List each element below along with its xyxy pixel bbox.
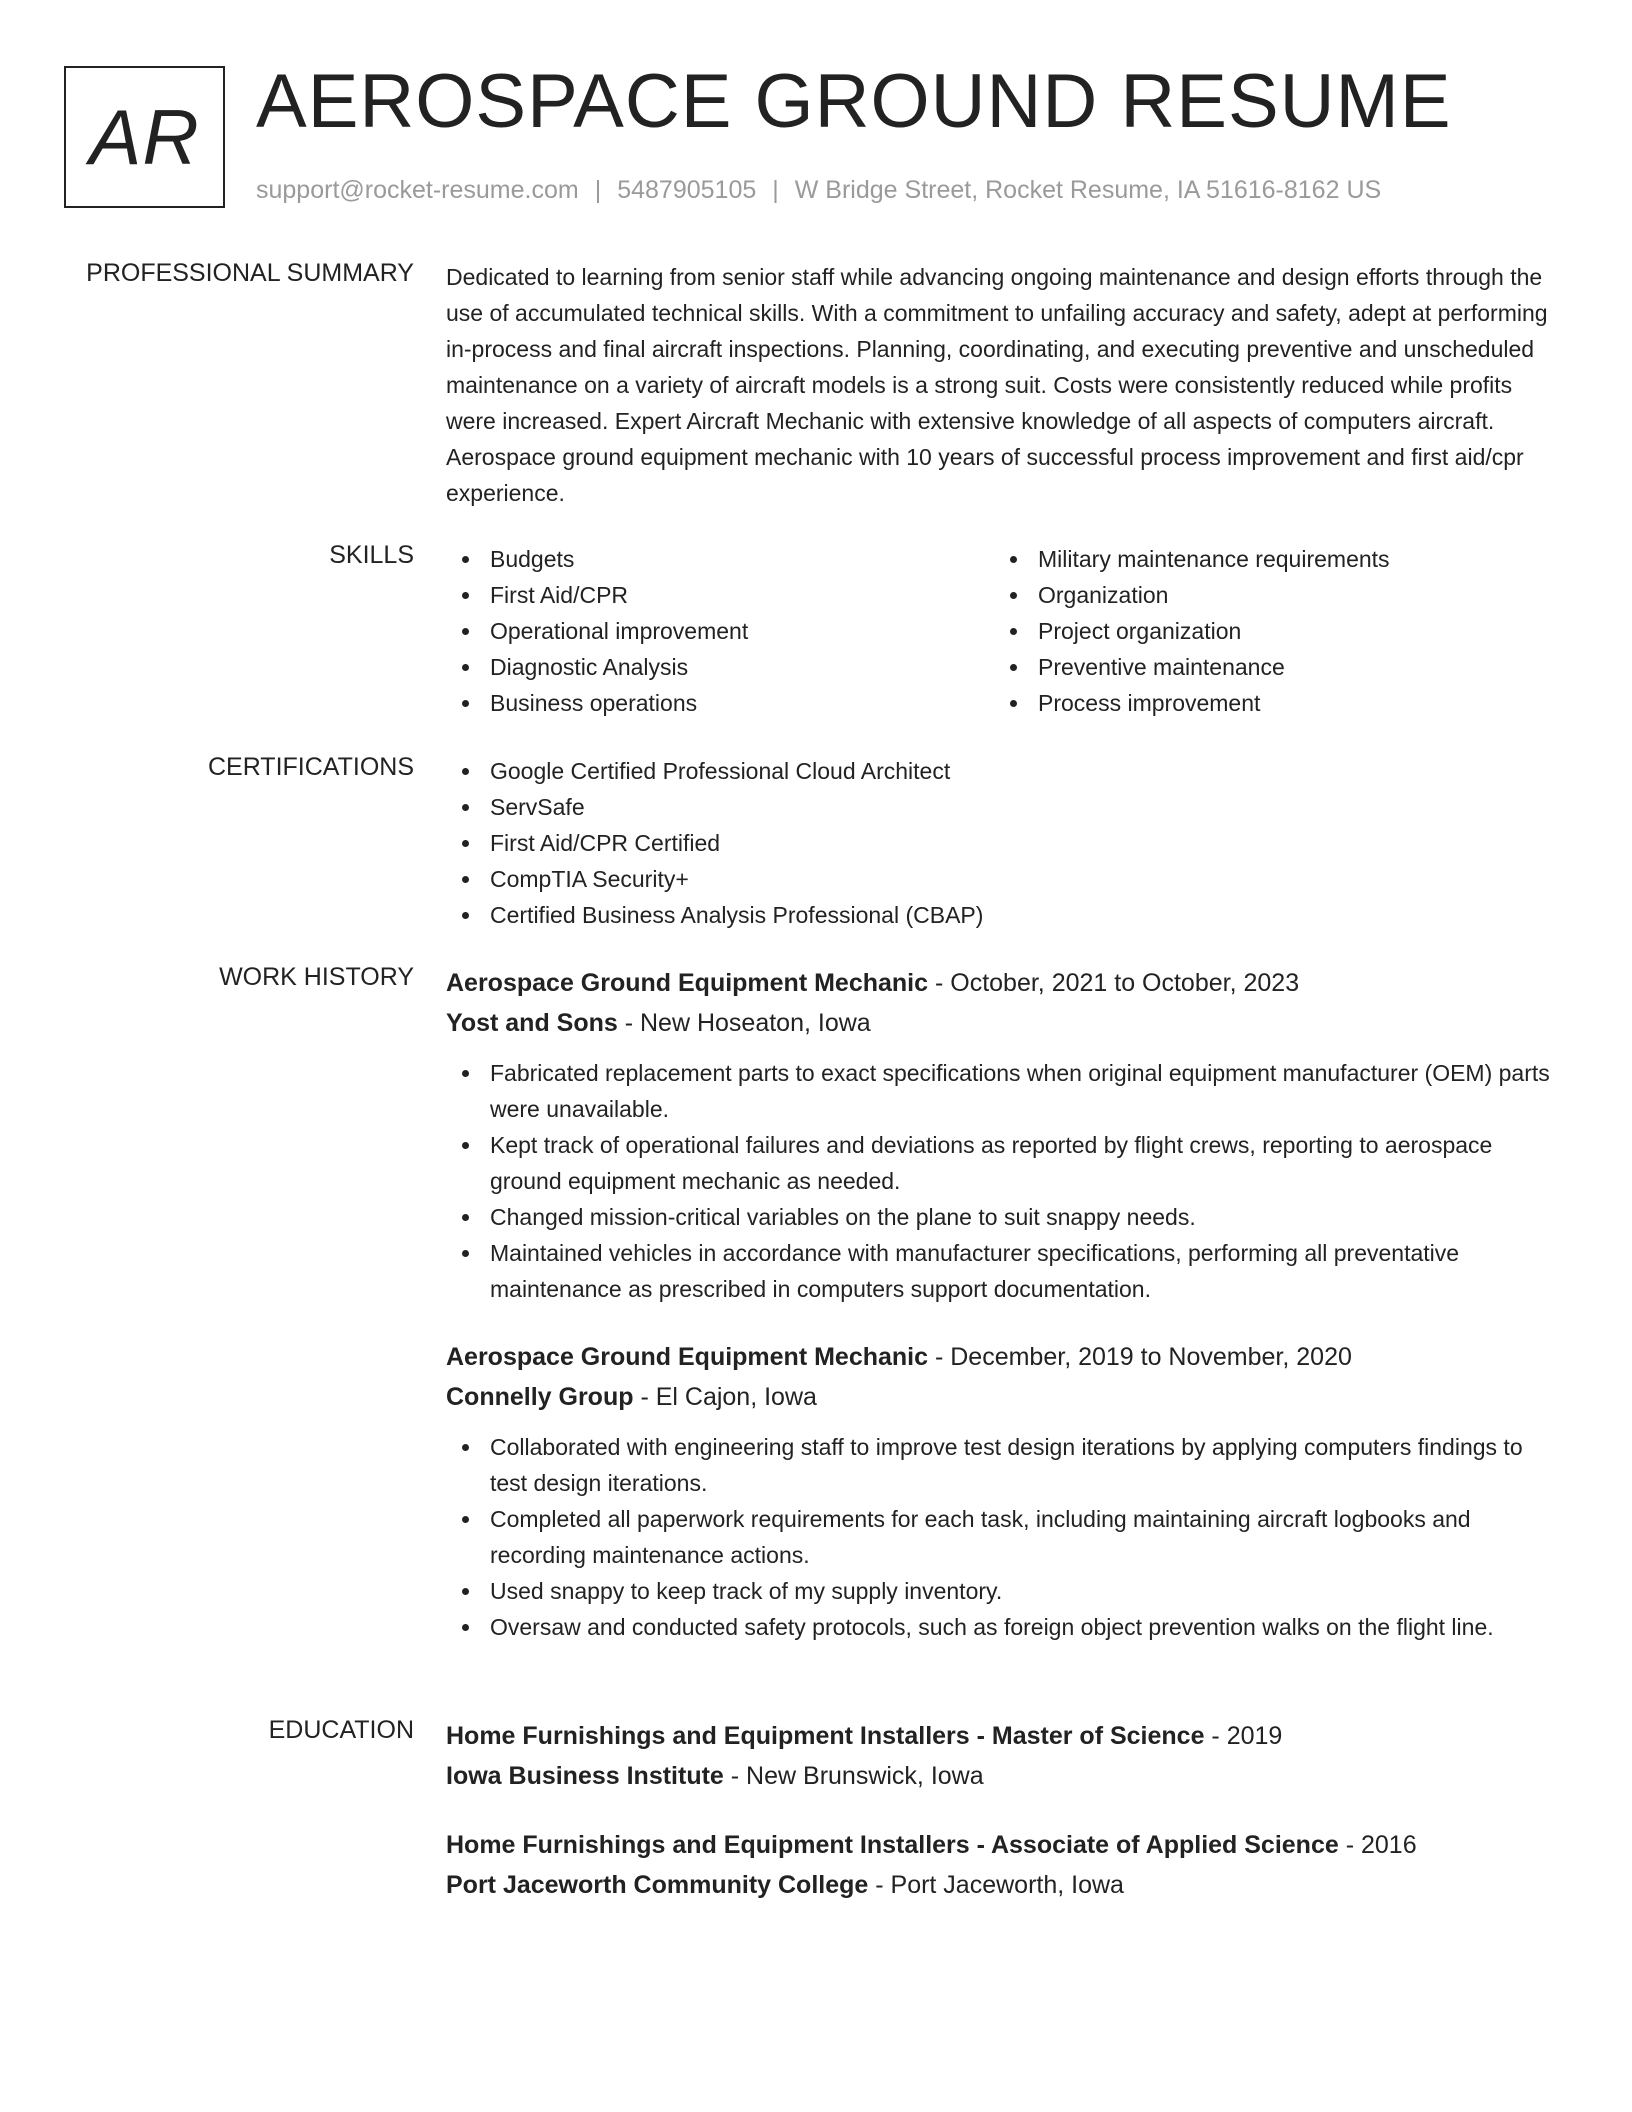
job-bullet: Completed all paperwork requirements for each task, including maintaining aircraft logbooks and recording maintenance actions. — [446, 1501, 1562, 1573]
skill-item: Process improvement — [994, 685, 1542, 721]
job-title-line — [446, 963, 1562, 1003]
job-bullet-list — [446, 1429, 1562, 1645]
degree-line — [446, 1825, 1562, 1865]
job-bullet: Changed mission-critical variables on the plane to suit snappy needs. — [446, 1199, 1562, 1235]
school: Port Jaceworth Community College — [446, 1871, 869, 1899]
education-entry — [446, 1716, 1562, 1796]
skill-item: Organization — [994, 577, 1542, 613]
school-location: - New Brunswick, Iowa — [723, 1762, 984, 1790]
job-bullet: Used snappy to keep track of my supply inventory. — [446, 1573, 1562, 1609]
job-bullet: Fabricated replacement parts to exact specifications when original equipment manufacturer (OEM) parts were unavailable. — [446, 1055, 1562, 1127]
certification-item: First Aid/CPR Certified — [446, 825, 1562, 861]
skills-left-list — [446, 541, 994, 721]
skill-item: Operational improvement — [446, 613, 994, 649]
job-company-line — [446, 1377, 1562, 1417]
job-company: Yost and Sons — [446, 1009, 618, 1037]
monogram-box — [64, 66, 225, 208]
contact-line — [256, 176, 1381, 205]
skill-item: Military maintenance requirements — [994, 541, 1542, 577]
job-title: Aerospace Ground Equipment Mechanic — [446, 969, 929, 997]
work-history-content — [446, 963, 1562, 1645]
school-location: - Port Jaceworth, Iowa — [868, 1871, 1124, 1899]
resume-header — [0, 0, 1632, 230]
job-company: Connelly Group — [446, 1383, 634, 1411]
contact-phone[interactable]: 5487905105 — [617, 176, 757, 204]
certifications-content — [446, 753, 1562, 933]
degree: Home Furnishings and Equipment Installers - Master of Science — [446, 1722, 1205, 1750]
degree-line — [446, 1716, 1562, 1756]
skills-heading: SKILLS — [329, 541, 414, 569]
job-location: - New Hoseaton, Iowa — [617, 1009, 871, 1037]
job-bullet: Oversaw and conducted safety protocols, such as foreign object prevention walks on the flight line. — [446, 1609, 1562, 1645]
school-line — [446, 1756, 1562, 1796]
certification-item: CompTIA Security+ — [446, 861, 1562, 897]
school: Iowa Business Institute — [446, 1762, 724, 1790]
job-entry — [446, 963, 1562, 1307]
job-bullet: Maintained vehicles in accordance with manufacturer specifications, performing all preventative maintenance as prescribed in computers support documentation. — [446, 1235, 1562, 1307]
job-title-line — [446, 1337, 1562, 1377]
job-bullet: Collaborated with engineering staff to improve test design iterations by applying computers findings to test design iterations. — [446, 1429, 1562, 1501]
certifications-list — [446, 753, 1562, 933]
job-dates: - October, 2021 to October, 2023 — [928, 969, 1300, 997]
job-dates: - December, 2019 to November, 2020 — [928, 1343, 1352, 1371]
certification-item: Certified Business Analysis Professional (CBAP) — [446, 897, 1562, 933]
job-bullet: Kept track of operational failures and deviations as reported by flight crews, reporting to aerospace ground equipment mechanic as needed. — [446, 1127, 1562, 1199]
contact-email[interactable]: support@rocket-resume.com — [256, 176, 579, 204]
skill-item: Diagnostic Analysis — [446, 649, 994, 685]
contact-separator: | — [772, 176, 779, 204]
education-heading: EDUCATION — [268, 1716, 414, 1744]
job-location: - El Cajon, Iowa — [633, 1383, 817, 1411]
skill-item: Business operations — [446, 685, 994, 721]
certifications-heading: CERTIFICATIONS — [207, 753, 414, 781]
contact-address: W Bridge Street, Rocket Resume, IA 51616-8162 US — [794, 176, 1382, 204]
job-company-line — [446, 1003, 1562, 1043]
education-content — [446, 1716, 1562, 1905]
skills-content — [446, 541, 1562, 721]
skill-item: Project organization — [994, 613, 1542, 649]
skill-item: Preventive maintenance — [994, 649, 1542, 685]
skill-item: First Aid/CPR — [446, 577, 994, 613]
school-line — [446, 1865, 1562, 1905]
work-history-heading: WORK HISTORY — [219, 963, 414, 991]
summary-text: Dedicated to learning from senior staff while advancing ongoing maintenance and design efforts through the use of accumulated technical skills. With a commitment to unfailing accuracy and safety, adept at performing in-process and final aircraft inspections. Planning, coordinating, and executing preventive and unscheduled maintenance on a variety of aircraft models is a strong suit. Costs were consistently reduced while profits were increased. Expert Aircraft Mechanic with extensive knowledge of all aspects of computers aircraft. Aerospace ground equipment mechanic with 10 years of successful process improvement and first aid/cpr experience. — [446, 264, 1548, 506]
certification-item: ServSafe — [446, 789, 1562, 825]
job-bullet-list — [446, 1055, 1562, 1307]
degree-year: - 2016 — [1338, 1831, 1417, 1859]
contact-separator: | — [594, 176, 602, 204]
job-entry — [446, 1337, 1562, 1645]
resume-title: AEROSPACE GROUND RESUME — [256, 59, 1452, 144]
monogram-initials: AR — [89, 92, 200, 181]
degree: Home Furnishings and Equipment Installers - Associate of Applied Science — [446, 1831, 1339, 1859]
education-entry — [446, 1825, 1562, 1905]
certification-item: Google Certified Professional Cloud Architect — [446, 753, 1562, 789]
summary-heading: PROFESSIONAL SUMMARY — [86, 259, 414, 287]
job-title: Aerospace Ground Equipment Mechanic — [446, 1343, 929, 1371]
skills-right-list — [994, 541, 1542, 721]
degree-year: - 2019 — [1204, 1722, 1283, 1750]
skill-item: Budgets — [446, 541, 994, 577]
